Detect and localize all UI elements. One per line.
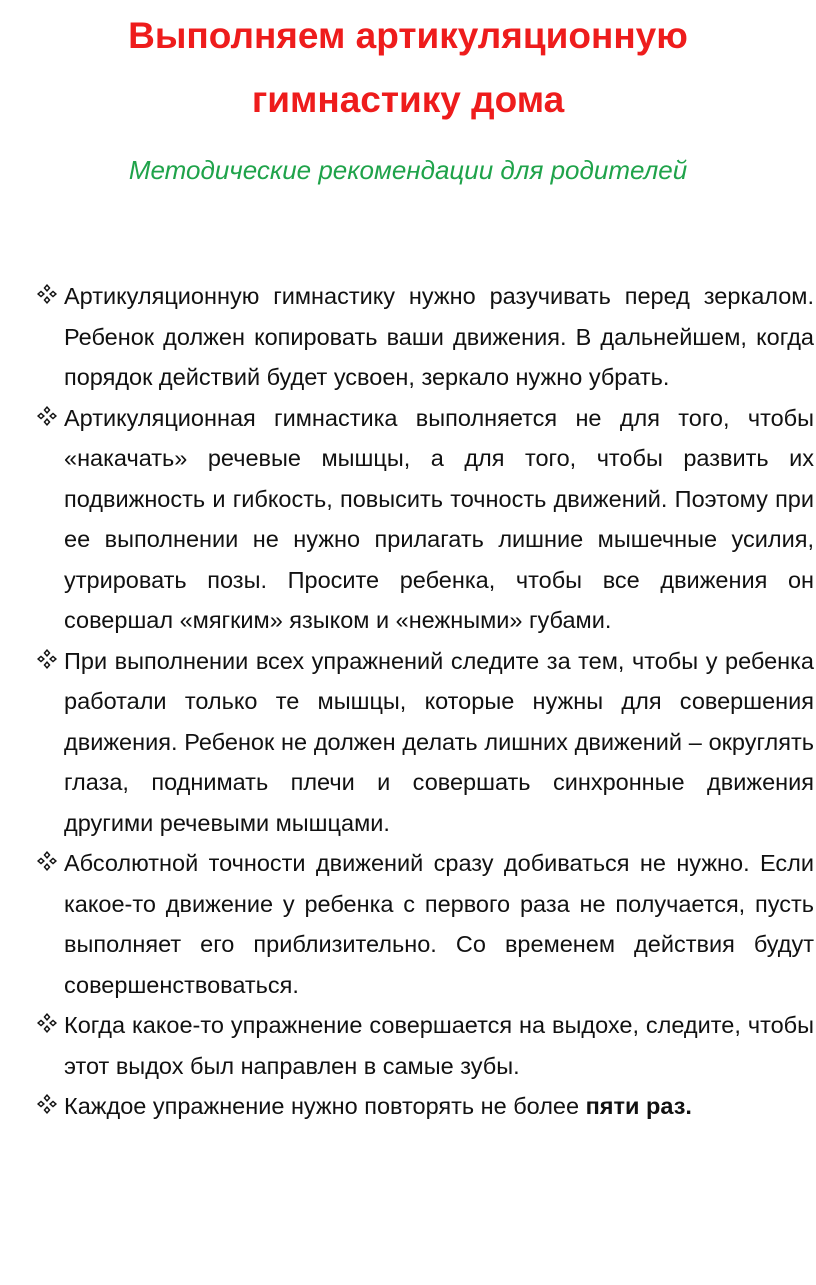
four-diamonds-bullet-icon [36,1093,58,1115]
page-subtitle: Методические рекомендации для родителей [128,155,688,185]
four-diamonds-bullet-icon [36,648,58,670]
list-item [0,1086,816,1127]
recommendations-list [0,276,816,1127]
page-title-line-1: Выполняем артикуляционную [128,15,688,56]
list-item-text: Артикуляционная гимнастика выполняется не для того, чтобы «накачать» речевые мышцы, а для того, чтобы развить их подвижность и гибкость, повысить точность движений. Поэтому при ее выполнении не нужно прилагать лишние мышечные усилия, утрировать позы. Просите ребенка, чтобы все движения он совершал «мягким» языком и «нежными» губами. [64,404,814,633]
four-diamonds-bullet-icon [36,405,58,427]
four-diamonds-bullet-icon [36,850,58,872]
list-item-text: Когда какое-то упражнение совершается на выдохе, следите, чтобы этот выдох был направлен в самые зубы. [64,1012,814,1079]
list-item [0,843,816,1005]
list-item-text: Каждое упражнение нужно повторять не более [64,1093,586,1119]
list-item-bold-text: пяти раз. [585,1093,692,1119]
page-title [0,4,816,132]
four-diamonds-bullet-icon [36,1012,58,1034]
list-item [0,276,816,398]
list-item-text: Артикуляционную гимнастику нужно разучивать перед зеркалом. Ребенок должен копировать ваши движения. В дальнейшем, когда порядок действий будет усвоен, зеркало нужно убрать. [64,283,814,390]
list-item-text: При выполнении всех упражнений следите за тем, чтобы у ребенка работали только те мышцы, которые нужны для совершения движения. Ребенок не должен делать лишних движений – округлять глаза, поднимать плечи и совершать синхронные движения другими речевыми мышцами. [64,647,814,836]
list-item [0,398,816,641]
list-item [0,1005,816,1086]
page-title-line-2: гимнастику дома [251,79,565,120]
list-item [0,641,816,844]
four-diamonds-bullet-icon [36,283,58,305]
list-item-text: Абсолютной точности движений сразу добиваться не нужно. Если какое-то движение у ребенка с первого раза не получается, пусть выполняет его приблизительно. Со временем действия будут совершенствоваться. [64,850,814,998]
